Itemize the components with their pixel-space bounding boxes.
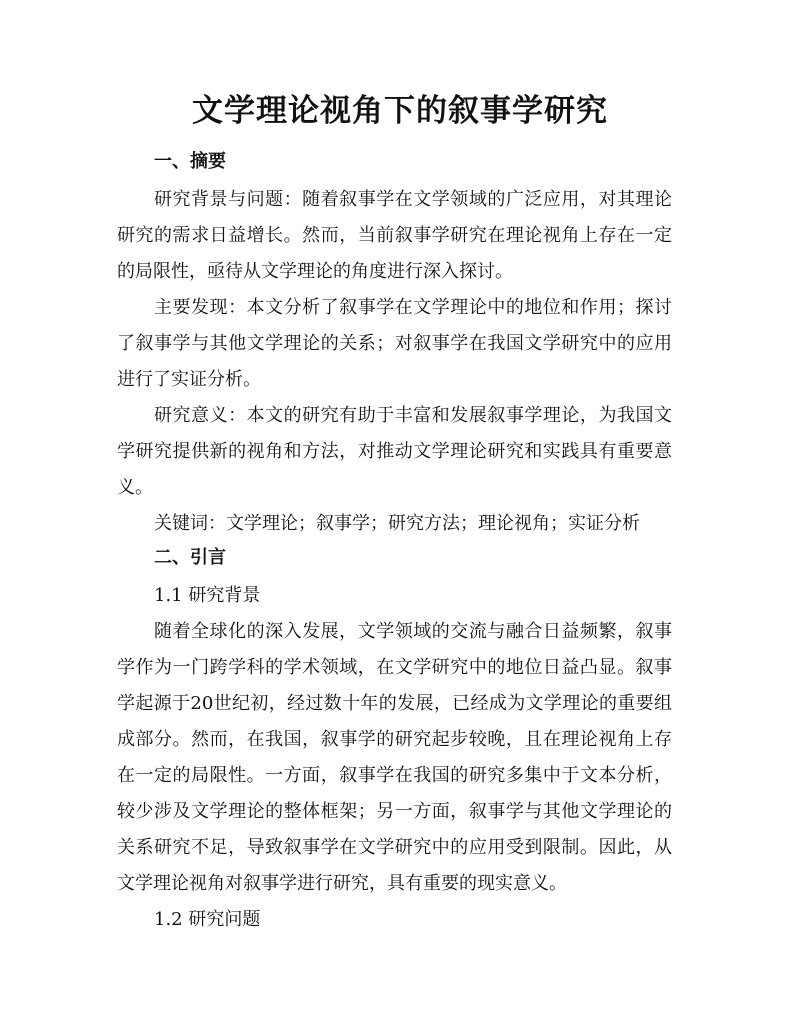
- introduction-heading: 二、引言: [154, 547, 226, 568]
- abstract-background-paragraph: 研究背景与问题：随着叙事学在文学领域的广泛应用，对其理论研究的需求日益增长。然而，当前叙事学研究在理论视角上存在一定的局限性，亟待从文学理论的角度进行深入探讨。: [117, 189, 672, 282]
- section-1-2-heading: 1.2 研究问题: [154, 909, 261, 930]
- section-1-1-heading: 1.1 研究背景: [154, 585, 261, 606]
- document-body: [117, 146, 672, 938]
- abstract-heading: 一、摘要: [154, 151, 226, 172]
- page-title: 文学理论视角下的叙事学研究: [192, 93, 608, 129]
- keywords-line: 关键词：文学理论；叙事学；研究方法；理论视角；实证分析: [154, 513, 640, 534]
- abstract-findings-paragraph: 主要发现：本文分析了叙事学在文学理论中的地位和作用；探讨了叙事学与其他文学理论的关系；对叙事学在我国文学研究中的应用进行了实证分析。: [117, 297, 672, 390]
- section-1-1-body: 随着全球化的深入发展，文学领域的交流与融合日益频繁，叙事学作为一门跨学科的学术领域，在文学研究中的地位日益凸显。叙事学起源于20世纪初，经过数十年的发展，已经成为文学理论的重要组成部分。然而，在我国，叙事学的研究起步较晚，且在理论视角上存在一定的局限性。一方面，叙事学在我国的研究多集中于文本分析，较少涉及文学理论的整体框架；另一方面，叙事学与其他文学理论的关系研究不足，导致叙事学在文学研究中的应用受到限制。因此，从文学理论视角对叙事学进行研究，具有重要的现实意义。: [117, 621, 672, 894]
- abstract-significance-paragraph: 研究意义：本文的研究有助于丰富和发展叙事学理论，为我国文学研究提供新的视角和方法，对推动文学理论研究和实践具有重要意义。: [117, 405, 672, 498]
